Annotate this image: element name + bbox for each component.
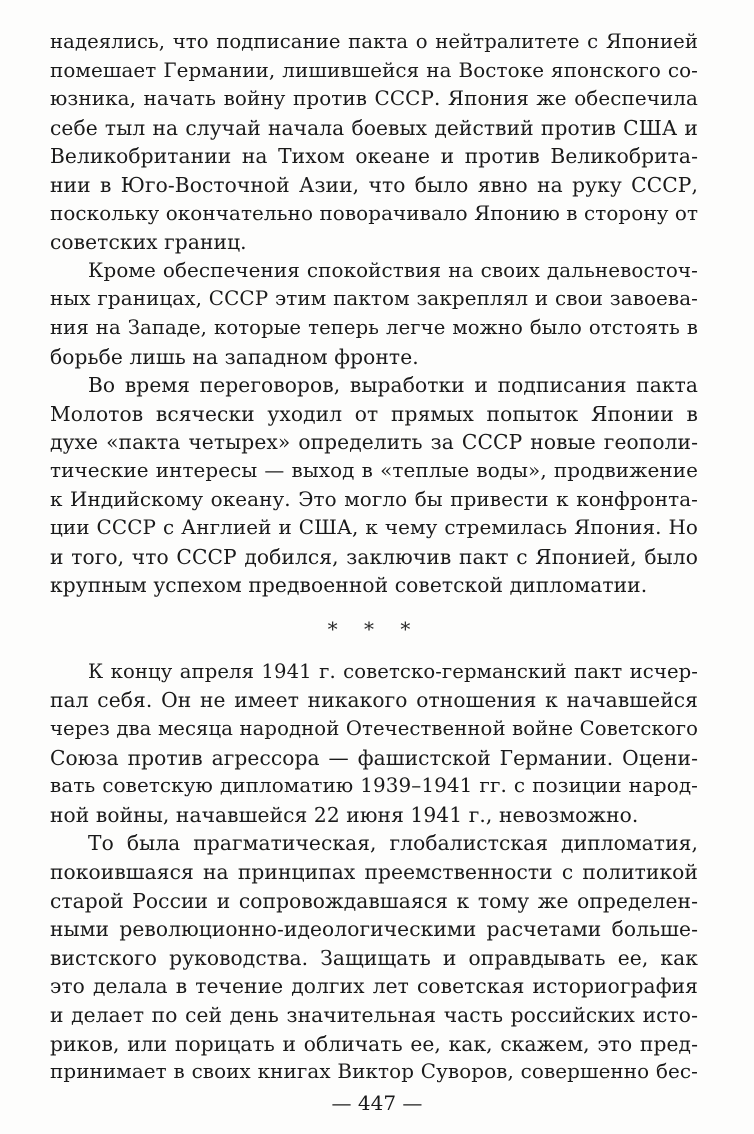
text-line: То была прагматическая, глобалистская дипломатия,	[88, 831, 698, 856]
text-line: покоившаяся на принципах преемственности с политикой	[50, 860, 698, 885]
text-line: нии в Юго-Восточной Азии, что было явно на руку СССР,	[50, 172, 698, 197]
text-line: ции СССР с Англией и США, к чему стремилась Япония. Но	[50, 516, 698, 540]
text-line: к Индийскому океану. Это могло бы привести к конфронта-	[50, 487, 698, 511]
text-line: борьбе лишь на западном фронте.	[50, 344, 419, 369]
paragraph-5	[50, 829, 698, 1086]
text-line: Кроме обеспечения спокойствия на своих дальневосточ-	[88, 258, 698, 282]
text-line: К концу апреля 1941 г. советско-германский пакт исчер-	[88, 659, 698, 683]
text-line: ными революционно-идеологическими расчетами больше-	[50, 917, 698, 942]
text-line: надеялись, что подписание пакта о нейтралитете с Японией	[50, 30, 698, 53]
text-line: Молотов всячески уходил от прямых попыток Японии в	[50, 401, 698, 426]
paragraph-2	[50, 257, 698, 371]
text-line: через два месяца народной Отечественной войне Советского	[50, 717, 698, 741]
text-line: советских границ.	[50, 230, 247, 255]
text-line: и делает по сей день значительная часть российских исто-	[50, 1003, 698, 1027]
text-line: ной войны, начавшейся 22 июня 1941 г., невозможно.	[50, 802, 639, 827]
text-line: ных границах, СССР этим пактом закреплял и свои завоева-	[50, 287, 698, 311]
text-line: тические интересы — выход в «теплые воды», продвижение	[50, 458, 698, 482]
page-number: — 447 —	[331, 1091, 423, 1115]
text-line: принимает в своих книгах Виктор Суворов, совершенно бес-	[50, 1060, 698, 1084]
paragraph-4	[50, 658, 698, 830]
text-line: духе «пакта четырех» определить за СССР новые геополи-	[50, 430, 698, 455]
text-line: вистского руководства. Защищать и оправдывать ее, как	[50, 945, 698, 970]
text-line: риков, или порицать и обличать ее, как, скажем, это пред-	[50, 1031, 698, 1056]
text-line: пал себя. Он не имеет никакого отношения к начавшейся	[50, 688, 698, 713]
text-line: Во время переговоров, выработки и подписания пакта	[88, 373, 698, 398]
text-line: поскольку окончательно поворачивало Японию в сторону от	[50, 201, 699, 225]
paragraph-3	[50, 371, 698, 600]
text-line: помешает Германии, лишившейся на Востоке японского со-	[50, 58, 698, 82]
text-line: себе тыл на случай начала боевых действий против США и	[50, 115, 698, 140]
text-body	[50, 28, 698, 1087]
text-line: и того, что СССР добился, заключив пакт с Японией, было	[50, 544, 698, 569]
text-line: юзника, начать войну против СССР. Япония же обеспечила	[50, 87, 698, 111]
text-line: Союза против агрессора — фашистской Германии. Оцени-	[50, 745, 698, 770]
text-line: крупным успехом предвоенной советской дипломатии.	[50, 573, 648, 598]
paragraph-1	[50, 28, 698, 257]
text-line: это делала в течение долгих лет советская историография	[50, 974, 698, 999]
text-line: старой России и сопровождавшаяся к тому же определен-	[50, 888, 698, 913]
section-separator: * * *	[327, 616, 421, 641]
text-line: Великобритании на Тихом океане и против Великобрита-	[50, 144, 698, 169]
text-line: вать советскую дипломатию 1939–1941 гг. с позиции народ-	[50, 774, 698, 798]
text-line: ния на Западе, которые теперь легче можно было отстоять в	[50, 315, 698, 339]
